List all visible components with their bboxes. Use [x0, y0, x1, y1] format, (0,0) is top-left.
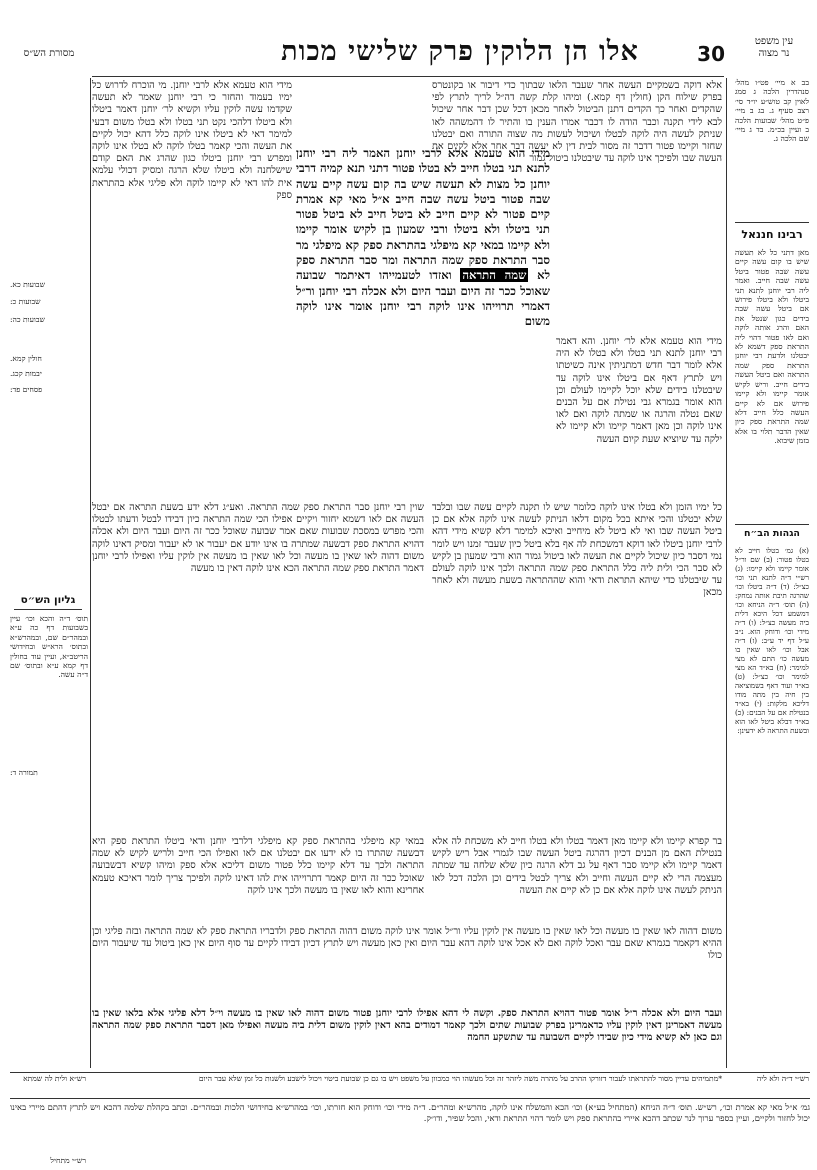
footer-rule-2 [10, 1098, 810, 1099]
footer-note-mid: רש״א ולית לה שמתא [23, 1074, 86, 1083]
gemara-highlight: שמה התראה [462, 268, 527, 283]
massoret-note: שבועות כא. [10, 280, 45, 289]
page-number: 30 [697, 42, 725, 66]
massoret-note: פסחים פד: [10, 384, 43, 394]
footer-rule [10, 1072, 810, 1073]
tosafot-mid-band: שוין רבי יוחנן סבר התראת ספק שמה התראה. ואע״ג דלא ידע בשעת התראה אם יבטל העשה אם לאו דשמא יחזור ויקיים אפילו הכי שמה התראה כיון דבידו לבטל ודעתו לבטלו והכי מפרש במסכת שבועות שאם אמר שבועה שאוכל ככר זה היום ועבר היום ולא אכלה דהויא התראת ספק דבשעה שמתרה בו אינו יודע אם יעבור או לא יעבור ומסיק דאינו לוקה משום דהוה לאו שאין בו מעשה וכל לאו שאין בו מעשה אין לוקין עליו ואפילו לרבי יוחנן דאמר התראת ספק שמה התראה הכא אינו לוקה דאין בו מעשה [92, 502, 424, 575]
massoret-note: שבועות כה: [10, 314, 45, 324]
gemara-text-before: מידי הוא טעמא אלא לרבי יוחנן האמר ליה רבי יוחנן לתנא תני בטלו חייב לא בטלו פטור דתני תנא קמיה דרבי יוחנן כל מצות לא תעשה שיש בה קום עשה קיים עשה שבה פטור ביטל עשה שבה חייב א״ל מאי קא אמרת קיים פטור לא קיים חייב לא ביטל חייב לא ביטל פטור תני ביטלו ולא ביטלו ורבי שמעון בן לקיש אומר קיימו ולא קיימו במאי קא מיפלגי בהתראת ספק קא מיפלגי מר סבר התראת ספק שמה התראה ומר סבר התראת ספק לא [296, 146, 550, 283]
footer-note-left: רש״י מתחיל [50, 1156, 86, 1165]
hagahot-habach-title: הגהות הב״ח [744, 528, 800, 539]
page-title: אלו הן הלוקין פרק שלישי מכות [281, 36, 639, 67]
massoret-notes-lower [10, 354, 86, 414]
tosafot-lower: במאי קא מיפלגי בהתראת ספק קא מיפלגי דלרבי יוחנן ודאי ביטלו התראת ספק היא דבשעה שהתרו בו לא ידעו אם יבטלנו אם לאו ואפילו הכי חייב ולריש לקיש לא שמה התראה ולכך עד דלא קיימו כלל פטור משום דליכא אלא ספק ומיהו קשיא דבשבועה שאוכל ככר זה היום קאמר דתרוייהו אית להו דאינו לוקה ולפיכך צריך לומר דאיכא טעמא אחרינא והוא לאו שאין בו מעשה ולכך אינו לוקה [92, 836, 424, 896]
tosafot-wide-block: משום דהוה לאו שאין בו מעשה וכל לאו שאין בו מעשה אין לוקין עליו ור״ל אומר אינו לוקה משום דהוה התראת ספק ולדבריו התראת ספק לא שמה התראה ובזה פליגי וכן ההיא דקאמר בגמרא שאם עבר ואכל לוקה ואם לא אכל אינו לוקה דהא עבר היום ואין כאן מעשה ויש לתרץ דכיון דבידו לקיים עד סוף היום אין כאן ביטול עד שיעבור היום כולו [92, 926, 722, 962]
massoret-note-mid: תמורה ד: [10, 768, 38, 777]
gilyon-hashas-title: גליון הש״ס [14, 594, 82, 610]
footer-footnote: *מתמיהים עדיין מסור להתראתו לעבור דזורקו ההרב על מהרה משה ליזהר זה וכל מעשהו הוי כמכוון על משפט ויש בו גם כן שבועת ביטוי ויכול לישבע ולשנות כל זמן שלא עבר היום [198, 1074, 722, 1083]
tosafot-bottom-block [92, 1008, 722, 1068]
right-margin-divider [726, 78, 727, 1068]
massoret-note: חולין קמא. [10, 354, 42, 363]
massoret-note: יבמות קכג. [10, 369, 42, 379]
ein-mishpat-label: עין משפט [754, 36, 794, 47]
gemara-text-after: ואזדו לטעמייהו דאיתמר שבועה שאוכל ככר זה היום ועבר היום ולא אכלה רבי יוחנן ור״ל דאמרי תרוייהו אינו לוקה רבי יוחנן אומר אינו לוקה משום [296, 268, 550, 329]
rashi-mid-band: כל ימיו הזמן ולא בטלו אינו לוקה כלומר שיש לו תקנה לקיים עשה שבו ובלבד שלא יבטלנו והכי איתא בכל מקום דלאו הניתק לעשה אינו לוקה אלא אם כן ביטל העשה שבו ואי לא ביטל לא מיחייב ואיכא למימר דלא קשיא מידי דהא לרבי יוחנן ביטלו לאו דוקא דמשכחת לה אף בלא ביטל כיון שעבר זמנו ויש לומר נמי דסבר כיון שיכול לקיים את העשה לאו ביטול גמור הוא ורבי שמעון בן לקיש לא סבר הכי ולית ליה כלל התראת ספק שמה התראה ולכך אינו לוקה לעולם עד שיבטלנו כדי שיהא התראת ודאי והוא שההתראה בשעת מעשה ולא לאחר מכאן [432, 502, 722, 599]
tosafot-bottom-text: ועבר היום ולא אכלה ר״ל אומר פטור דהויא התראת ספק. וקשה לי דהא אפילו לרבי יוחנן פטור משום דהוה לאו שאין בו מעשה וי״ל דלא פליגי אלא בלאו שאין בו מעשה דאמרינן דאין לוקין עליו כדאמרינן בפרק שבועות שתים ולכך קאמר דמודים בהא דאין לוקין משום דלית ביה מעשה ואפילו מאן דסבר התראת ספק שמה התראה וגם כאן לא קשיא מידי כיון שבידו לקיים השבועה עד שתשקע החמה [92, 1008, 722, 1044]
ner-mitzva-label: נר מצוה [758, 48, 790, 59]
massoret-notes [10, 280, 86, 350]
hagahot-habach-text: (א) גמ׳ בטלו חייב לא בטלו פטור: (ב) שם ור״ל אומר קיימו ולא קיימו: (ג) רש״י ד״ה לתנא תני וכו׳ כצ״ל: (ד) ד״ה ביטלו וכו׳ שהרגה תיבת אותה נמחק: (ה) תוס׳ ד״ה הניחא וכו׳ דמשמע דכל היכא דלית ביה מעשה כצ״ל: (ו) ד״ה מידי וכו׳ ודוחק הוא. נ״ב ע״ל דף יד ע״ב: (ז) ד״ה אבל וכו׳ לאו שאין בו מעשה כו׳ התם לא מצי למימר: (ח) בא״ד הא מצי למימר וכו׳ כצ״ל: (ט) בא״ד ועוד דאף בשמוציאה בין חיה בין מתה מודו דליכא מלקות: (י) בא״ד בנטילת אם על הבנים: (כ) בא״ד דבלא ביטל לאו הוא ובשעת התראה לא ידעינן: [735, 546, 809, 735]
rashi-lower: בר קפרא קיימו ולא קיימו מאן דאמר בטלו ולא בטלו חייב לא משכחת לה אלא בנטילת האם מן הבנים דכיון דהרגה ביטל העשה שבו לגמרי אבל ריש לקיש דאמר קיימו ולא קיימו סבר דאף על גב דלא הרגה כיון שלא שלחה עד שמתה מעצמה הרי לא קיים העשה וחייב ולא צריך לבטל בידים וכן הלכה דכל לאו הניתק לעשה אינו לוקה אלא אם כן לא קיים את העשה [432, 836, 722, 896]
left-margin-divider [90, 78, 91, 1068]
massoret-note: שבועות כ: [10, 297, 41, 307]
footer-note-right: רש״י ד״ה ולא ליה [756, 1074, 809, 1083]
gilyon-hashas-text: תוס׳ ד״ה והכא וכו׳ עיין בשבועות דף כה ע״א ובמהר״ם שם, ובמהרש״א ובתוס׳ הרא״ש ובחידושי הריטב״א, ועיין עוד בחולין דף קמא ע״א ובתוס׳ שם ד״ה עשה. [10, 614, 88, 680]
rabbenu-chananel-text: מאן דתני כל לא תעשה שיש בו קום עשה קיים עשה שבה פטור ביטל עשה שבה חייב. ואמר ליה רבי יוחנן לתנא תני ביטלו ולא ביטלו פירוש אם ביטל עשה שבה בידים כגון שנטל את האם והרג אותה לוקה ואם לאו פטור דהוי ליה התראת ספק דשמא לא יבטלנו ולדעת רבי יוחנן התראת ספק שמה התראה ואם ביטל העשה בידים חייב. וריש לקיש אומר קיימו ולא קיימו פירוש אם לא קיים העשה כלל חייב דלא שמה התראת ספק כיון שאין הדבר תלוי בו אלא בזמן שיבוא. [735, 248, 809, 446]
hagahot-ve-tziyunim-band: גמ׳ א״ל מאי קא אמרת וכו׳, רש״ש. תוס׳ ד״ה הניחא (המתחיל בע״א) וכו׳ הכא והמשלח אינו לוקה, מהרש״א ומהר״ם. ד״ה מידי וכו׳ ודוחק הוא חזרתו, וכו׳ במהרש״א בחידושי הלכות ובמהר״ם. וכתב בקהלת שלמה דהכא ויש לתרץ דהתם מיירי באינו יכול לחזור ולקיים, ועיין בספר ערוך לנר שכתב דהכא איירי בהתראת ספק ויש לומר דהוי התראת ודאי, והכל שפיר, ודו״ק. [10, 1102, 810, 1123]
right-margin-rule-1 [735, 222, 809, 223]
rabbenu-chananel-title: רבינו חננאל [741, 228, 803, 241]
ein-mishpat-header [739, 36, 809, 64]
massoret-header-label: מסורת הש״ס [23, 48, 75, 59]
ein-mishpat-text: בב א מיי׳ פט״ו מהל׳ סנהדרין הלכה ג סמג לאוין קב טוש״ע יו״ד סי׳ רצב סעיף ג. בג ב מיי׳ פ״ט מהל׳ שבועות הלכה ב ועיין בכ״מ. בד ג מיי׳ שם הלכה ג. [735, 78, 809, 144]
right-margin-rule-2 [735, 524, 809, 525]
header-rule [92, 76, 724, 77]
rashi-top-block: אלא דוקה בשמקיים העשה אחר שעבר הלאו שבתוך כדי דיבור או בקונטרס בפרק שילוח הקן (חולין דף קמא.) ומיהו קלת קשה דה״ל לריך לתרץ לפי שהקדים ואחר כך הקדים דתנן הביטול לאחר מכאן דכל שכן דבר אחר שיכול לבא לידי תקנה וכבר הודה לו דכבר אמרו הענין בו והתיר לו דהמשהה לאו שניתק לעשה היה לוקה לבטלו ושיכול לעשות מה שצוה התורה ואם יבטלנו שחזר וקיימו פטור דדבר זה מסור לבית דין לא יעשה דבר אחר אלא לקיים את העשה שבו ולפיכך אינו לוקה עד שיבטלנו ביטול גמור [432, 80, 722, 165]
tosafot-top-block: מידי הוא טעמא אלא לרבי יוחנן. מי הוכרח לדרוש כל ימיו בעמוד והחזר כי רבי יוחנן שאמר לא תעשה שקדמו עשה לוקין עליו וקשיא לר׳ יוחנן דאמר ביטלו ולא ביטלו דלהכי נקט תני בטלו ולא בטלו משום דבעי למימר דאי לא ביטלו אינו לוקה כלל דהא יכול לקיים את העשה והכי קאמר בטלו לוקה לא בטלו אינו לוקה ומפרש רבי יוחנן ביטלו כגון שהרג את האם קודם שישלחנה ולא ביטלו שלא הרגה ומסיק דכולי עלמא אית להו דאי לא קיימו לוקה ולא פליגי אלא בהתראת ספק [92, 80, 292, 201]
rashi-mid-right-col: מידי הוא טעמא אלא לר׳ יוחנן. והא דאמר רבי יוחנן לתנא תני בטלו ולא בטלו לא היה אלא לומר דבר חדש דמתניתין אינה כשיטתו ויש לתרץ דאף אם ביטלו אינו לוקה עד שיבטלנו בידים שלא יוכל לקיימו לעולם וכן הוא אומר בגמרא גבי נטילת אם על הבנים שאם נטלה והרגה או שמתה לוקה ואם לאו אינו לוקה וכן מאן דאמר קיימו ולא קיימו לא ילקה עד שיוציא שעת קיום העשה [556, 336, 722, 445]
gemara-text [296, 146, 550, 386]
